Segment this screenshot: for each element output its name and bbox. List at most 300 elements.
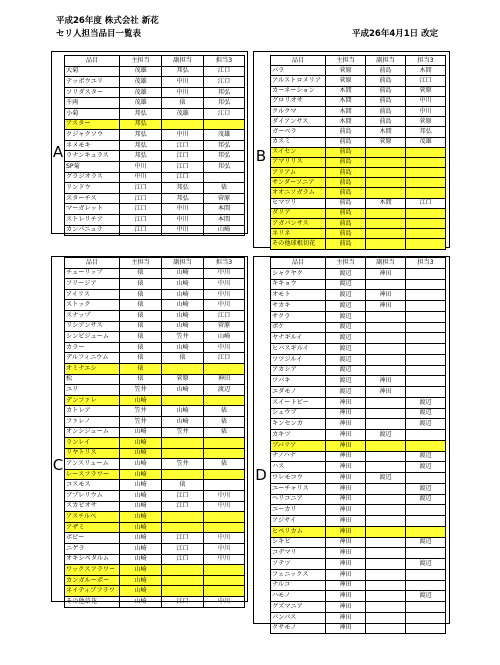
cell-item: ランレイ (65, 438, 120, 449)
cell-primary: 神田 (326, 559, 366, 570)
cell-item: ソリダスター (65, 87, 120, 98)
cell-third: 中川 (204, 342, 245, 353)
cell-primary: 中川 (120, 161, 162, 172)
cell-third (204, 438, 245, 449)
cell-item: フリージア (65, 279, 120, 290)
table-row (271, 311, 446, 322)
column-header-third: 担当3 (406, 56, 446, 66)
cell-secondary: 茂雄 (162, 108, 204, 119)
cell-item: ツバキ (271, 376, 326, 387)
cell-secondary: 前島 (366, 106, 406, 116)
cell-third: 中川 (204, 289, 245, 300)
cell-third: 中川 (204, 501, 245, 512)
table-row (271, 147, 446, 157)
cell-primary: 前島 (326, 147, 366, 157)
cell-secondary: 江口 (162, 140, 204, 151)
table-row (271, 86, 446, 96)
cell-item: ハモノ (271, 591, 326, 602)
cell-primary: 邦弘 (120, 130, 162, 141)
cell-secondary: 江口 (162, 597, 204, 608)
cell-primary: 神田 (326, 440, 366, 451)
cell-secondary (366, 462, 406, 473)
cell-item: コスモス (65, 480, 120, 491)
cell-item: ハス (271, 462, 326, 473)
cell-secondary (366, 157, 406, 167)
table-row (271, 157, 446, 167)
cell-primary: 神田 (326, 526, 366, 537)
cell-third (204, 172, 245, 183)
section-a-header-row (65, 56, 245, 67)
table-row (65, 108, 245, 119)
cell-secondary (162, 586, 204, 597)
section-b-table (270, 55, 446, 250)
cell-third: 江口 (204, 108, 245, 119)
cell-third (406, 473, 446, 484)
cell-primary: 前島 (326, 219, 366, 229)
cell-primary: 山崎 (120, 586, 162, 597)
cell-primary: 神田 (326, 612, 366, 623)
cell-secondary: 山崎 (162, 406, 204, 417)
table-row (65, 448, 245, 459)
cell-item: スイートピー (271, 397, 326, 408)
cell-third: 渡辺 (406, 397, 446, 408)
cell-item: アマリリス (271, 157, 326, 167)
cell-item: アジサイ (271, 516, 326, 527)
table-row (65, 406, 245, 417)
cell-secondary (366, 168, 406, 178)
cell-primary: 江口 (120, 214, 162, 225)
table-row (271, 354, 446, 365)
cell-third: 中川 (204, 533, 245, 544)
cell-item: オンシジューム (65, 427, 120, 438)
cell-item: ワックスフラワー (65, 565, 120, 576)
cell-third: 俵 (204, 427, 245, 438)
table-row (65, 491, 245, 502)
cell-primary: 木間 (326, 86, 366, 96)
column-header-third: 担当3 (204, 56, 245, 67)
cell-secondary: 笠井 (162, 459, 204, 470)
cell-item: アカシア (271, 365, 326, 376)
cell-third (406, 344, 446, 355)
cell-third: 神田 (204, 374, 245, 385)
table-row (65, 204, 245, 215)
cell-item: ボケ (271, 322, 326, 333)
table-row (65, 130, 245, 141)
cell-item: ヤナギルイ (271, 333, 326, 344)
cell-item: アルストロメリア (271, 76, 326, 86)
cell-primary: 俵 (120, 374, 162, 385)
table-row (271, 602, 446, 613)
cell-item: ボビー (65, 533, 120, 544)
table-row (271, 569, 446, 580)
cell-item: スイセン (271, 147, 326, 157)
table-row (65, 586, 245, 597)
cell-primary: 中川 (120, 172, 162, 183)
cell-primary: 山崎 (120, 427, 162, 438)
table-row (65, 161, 245, 172)
cell-item: アスター (65, 119, 120, 130)
cell-secondary (162, 565, 204, 576)
table-row (271, 188, 446, 198)
cell-third (406, 168, 446, 178)
cell-secondary: 神田 (366, 376, 406, 387)
cell-secondary (366, 451, 406, 462)
cell-third (406, 301, 446, 312)
cell-third (406, 365, 446, 376)
cell-secondary (162, 395, 204, 406)
cell-third: 渡辺 (406, 591, 446, 602)
cell-primary: 江口 (120, 193, 162, 204)
cell-item: ダリア (271, 208, 326, 218)
cell-secondary: 中川 (162, 87, 204, 98)
cell-secondary (366, 219, 406, 229)
table-row (271, 451, 446, 462)
cell-primary: 俵 (120, 363, 162, 374)
cell-third: 渡辺 (406, 451, 446, 462)
cell-item: 松 (65, 374, 120, 385)
cell-primary: 前島 (326, 208, 366, 218)
cell-item: スナップ (65, 310, 120, 321)
table-row (271, 344, 446, 355)
cell-primary: 前島 (326, 178, 366, 188)
cell-secondary (366, 333, 406, 344)
cell-secondary: 山崎 (162, 300, 204, 311)
cell-item: クサモノ (271, 623, 326, 634)
cell-secondary (366, 516, 406, 527)
cell-third (406, 430, 446, 441)
table-row (271, 591, 446, 602)
table-row (65, 374, 245, 385)
table-row (65, 140, 245, 151)
cell-primary: 渡辺 (326, 311, 366, 322)
cell-third: 中川 (204, 554, 245, 565)
cell-third: 邦弘 (204, 161, 245, 172)
cell-secondary: 江口 (162, 544, 204, 555)
cell-third (406, 333, 446, 344)
cell-third (406, 188, 446, 198)
table-row (271, 408, 446, 419)
cell-primary: 渡辺 (326, 322, 366, 333)
cell-primary: 神田 (326, 494, 366, 505)
cell-item: ヒバスギルイ (271, 344, 326, 355)
cell-secondary (366, 311, 406, 322)
cell-secondary: 中川 (162, 214, 204, 225)
table-row (65, 183, 245, 194)
cell-secondary: 江口 (162, 172, 204, 183)
cell-primary: 渡辺 (326, 301, 366, 312)
cell-primary: 渡辺 (326, 344, 366, 355)
cell-third: 中川 (204, 300, 245, 311)
cell-item: サカキ (271, 301, 326, 312)
cell-secondary: 前島 (366, 96, 406, 106)
cell-third: 山崎 (204, 332, 245, 343)
table-row (271, 279, 446, 290)
table-row (65, 575, 245, 586)
section-c-letter: C (52, 456, 64, 474)
cell-secondary (366, 397, 406, 408)
cell-primary: 神田 (326, 505, 366, 516)
cell-secondary (366, 239, 406, 249)
table-row (65, 469, 245, 480)
cell-item: ナルコ (271, 580, 326, 591)
cell-secondary: 中川 (162, 130, 204, 141)
cell-secondary (366, 580, 406, 591)
cell-item: デンファレ (65, 395, 120, 406)
cell-item: ファレノ (65, 416, 120, 427)
table-row (65, 533, 245, 544)
cell-third: 渡辺 (406, 559, 446, 570)
cell-third (406, 376, 446, 387)
cell-secondary (162, 438, 204, 449)
cell-item: その他球根切花 (271, 239, 326, 249)
table-row (65, 480, 245, 491)
table-row (65, 66, 245, 77)
table-row (271, 290, 446, 301)
cell-item: ワレモコウ (271, 473, 326, 484)
table-row (271, 365, 446, 376)
cell-secondary: 江口 (162, 151, 204, 162)
table-row (65, 119, 245, 130)
cell-primary: 神田 (326, 397, 366, 408)
cell-item: 大菊 (65, 66, 120, 77)
cell-third: 中川 (204, 268, 245, 279)
table-row (271, 473, 446, 484)
cell-secondary (366, 526, 406, 537)
cell-item: ネリネ (271, 229, 326, 239)
cell-third (204, 522, 245, 533)
table-row (65, 193, 245, 204)
cell-primary: 山崎 (120, 512, 162, 523)
cell-third: 江口 (204, 310, 245, 321)
table-row (65, 395, 245, 406)
table-row (65, 225, 245, 236)
cell-primary: 俵 (120, 342, 162, 353)
cell-secondary (366, 559, 406, 570)
table-row (271, 239, 446, 249)
table-row (271, 198, 446, 208)
cell-third: 俵 (204, 459, 245, 470)
cell-primary: 渡辺 (326, 365, 366, 376)
table-row (65, 332, 245, 343)
cell-primary: 渡辺 (326, 354, 366, 365)
cell-secondary: 木間 (366, 198, 406, 208)
cell-secondary: 笠井 (162, 332, 204, 343)
cell-primary: 前島 (326, 188, 366, 198)
cell-secondary: 菅原 (366, 137, 406, 147)
table-row (65, 353, 245, 364)
cell-primary: 俵 (120, 353, 162, 364)
cell-third (406, 178, 446, 188)
cell-primary: 山崎 (120, 554, 162, 565)
cell-item: ユーチャリス (271, 483, 326, 494)
table-row (271, 387, 446, 398)
cell-secondary: 渡辺 (366, 473, 406, 484)
table-row (271, 623, 446, 634)
cell-item: アンスリューム (65, 459, 120, 470)
cell-secondary (366, 419, 406, 430)
table-row (271, 376, 446, 387)
cell-primary: 神田 (326, 602, 366, 613)
table-row (65, 151, 245, 162)
cell-primary: 笠井 (120, 406, 162, 417)
cell-third (406, 322, 446, 333)
table-row (65, 565, 245, 576)
cell-primary: 神田 (326, 451, 366, 462)
cell-secondary: 江口 (162, 491, 204, 502)
cell-third: 山崎 (204, 225, 245, 236)
column-header-third: 担当3 (406, 258, 446, 269)
table-row (271, 106, 446, 116)
cell-primary: 神田 (326, 419, 366, 430)
column-header-item: 品目 (271, 258, 326, 269)
cell-third: 渡辺 (406, 494, 446, 505)
cell-third (406, 354, 446, 365)
table-row (271, 137, 446, 147)
table-row (65, 279, 245, 290)
table-row (65, 87, 245, 98)
table-row (65, 597, 245, 608)
cell-third: 江口 (406, 198, 446, 208)
column-header-item: 品目 (65, 56, 120, 67)
cell-third: 渡辺 (406, 537, 446, 548)
cell-primary: 神田 (326, 591, 366, 602)
cell-third (204, 448, 245, 459)
cell-secondary: 神田 (366, 301, 406, 312)
table-row (65, 98, 245, 109)
cell-primary: 邦弘 (120, 119, 162, 130)
cell-third: 俵 (204, 416, 245, 427)
column-header-primary: 主担当 (120, 258, 162, 269)
cell-secondary: 江口 (162, 161, 204, 172)
cell-item: ネメモキ (65, 140, 120, 151)
cell-item: アリアム (271, 168, 326, 178)
table-row (271, 301, 446, 312)
cell-item: ユーカリ (271, 505, 326, 516)
revision-date: 平成26年4月1日 改定 (352, 29, 439, 39)
cell-item: コデマリ (271, 548, 326, 559)
cell-third (406, 440, 446, 451)
cell-primary: 山崎 (120, 448, 162, 459)
cell-third: 菅原 (204, 193, 245, 204)
cell-item: グズマニア (271, 602, 326, 613)
cell-third: 渡辺 (204, 385, 245, 396)
cell-secondary (162, 575, 204, 586)
cell-primary: 江口 (120, 183, 162, 194)
cell-secondary (162, 119, 204, 130)
column-header-third: 担当3 (204, 258, 245, 269)
section-c-table (64, 257, 245, 608)
table-row (65, 310, 245, 321)
table-row (271, 516, 446, 527)
cell-primary: 俵 (120, 289, 162, 300)
cell-item: ダイアンサス (271, 117, 326, 127)
cell-third: 中川 (406, 106, 446, 116)
cell-secondary: 山崎 (162, 310, 204, 321)
cell-item: オモト (271, 290, 326, 301)
cell-item: アスチルベ (65, 512, 120, 523)
cell-item: カキツ (271, 430, 326, 441)
cell-primary: 江口 (120, 204, 162, 215)
cell-item: スカビオサ (65, 501, 120, 512)
column-header-secondary: 副担当 (162, 56, 204, 67)
cell-third (406, 505, 446, 516)
cell-item: その他草花 (65, 597, 120, 608)
table-row (65, 427, 245, 438)
cell-primary: 神田 (326, 580, 366, 591)
column-header-primary: 主担当 (120, 56, 162, 67)
cell-item: ブプレリウム (65, 491, 120, 502)
cell-third: 邦弘 (204, 98, 245, 109)
cell-secondary (366, 408, 406, 419)
cell-item: アガパンサス (271, 219, 326, 229)
cell-third: 江口 (204, 66, 245, 77)
cell-primary: 茂雄 (120, 66, 162, 77)
cell-primary: 山崎 (120, 469, 162, 480)
cell-third: 木間 (406, 66, 446, 76)
cell-item: ユリ (65, 385, 120, 396)
cell-third (406, 219, 446, 229)
cell-primary: 前島 (326, 127, 366, 137)
cell-primary: 神田 (326, 516, 366, 527)
table-row (65, 342, 245, 353)
cell-secondary: 山崎 (162, 416, 204, 427)
cell-third: 渡辺 (406, 462, 446, 473)
cell-item: パンパス (271, 612, 326, 623)
table-row (65, 554, 245, 565)
cell-item: ネイティブフラワ (65, 586, 120, 597)
cell-secondary: 邦弘 (162, 183, 204, 194)
cell-third: 渡辺 (406, 408, 446, 419)
cell-primary: 神田 (326, 483, 366, 494)
cell-primary: 山崎 (120, 480, 162, 491)
cell-primary: 菅原 (326, 66, 366, 76)
cell-item: オオニソガラム (271, 188, 326, 198)
cell-primary: 俵 (120, 321, 162, 332)
cell-item: サンダーソニア (271, 178, 326, 188)
cell-item: ラナンキュラス (65, 151, 120, 162)
cell-primary: 山崎 (120, 438, 162, 449)
cell-item: アイリス (65, 289, 120, 300)
cell-third (406, 516, 446, 527)
cell-third (406, 311, 446, 322)
cell-primary: 茂雄 (120, 98, 162, 109)
cell-secondary (366, 178, 406, 188)
table-row (271, 462, 446, 473)
table-row (65, 416, 245, 427)
table-row (271, 548, 446, 559)
cell-third (406, 612, 446, 623)
cell-item: カーネーション (271, 86, 326, 96)
cell-item: ヘリコニア (271, 494, 326, 505)
cell-third: 江口 (406, 76, 446, 86)
table-row (271, 96, 446, 106)
cell-item: カスミ (271, 137, 326, 147)
table-row (65, 363, 245, 374)
cell-item: エダモノ (271, 387, 326, 398)
cell-third: 渡辺 (406, 419, 446, 430)
cell-primary: 邦弘 (120, 151, 162, 162)
cell-primary: 神田 (326, 473, 366, 484)
table-row (271, 208, 446, 218)
table-row (271, 66, 446, 76)
table-row (65, 268, 245, 279)
cell-third: 茂雄 (406, 137, 446, 147)
cell-primary: 木間 (326, 117, 366, 127)
cell-item: クジャクソウ (65, 130, 120, 141)
table-row (271, 333, 446, 344)
table-row (65, 544, 245, 555)
table-row (271, 117, 446, 127)
